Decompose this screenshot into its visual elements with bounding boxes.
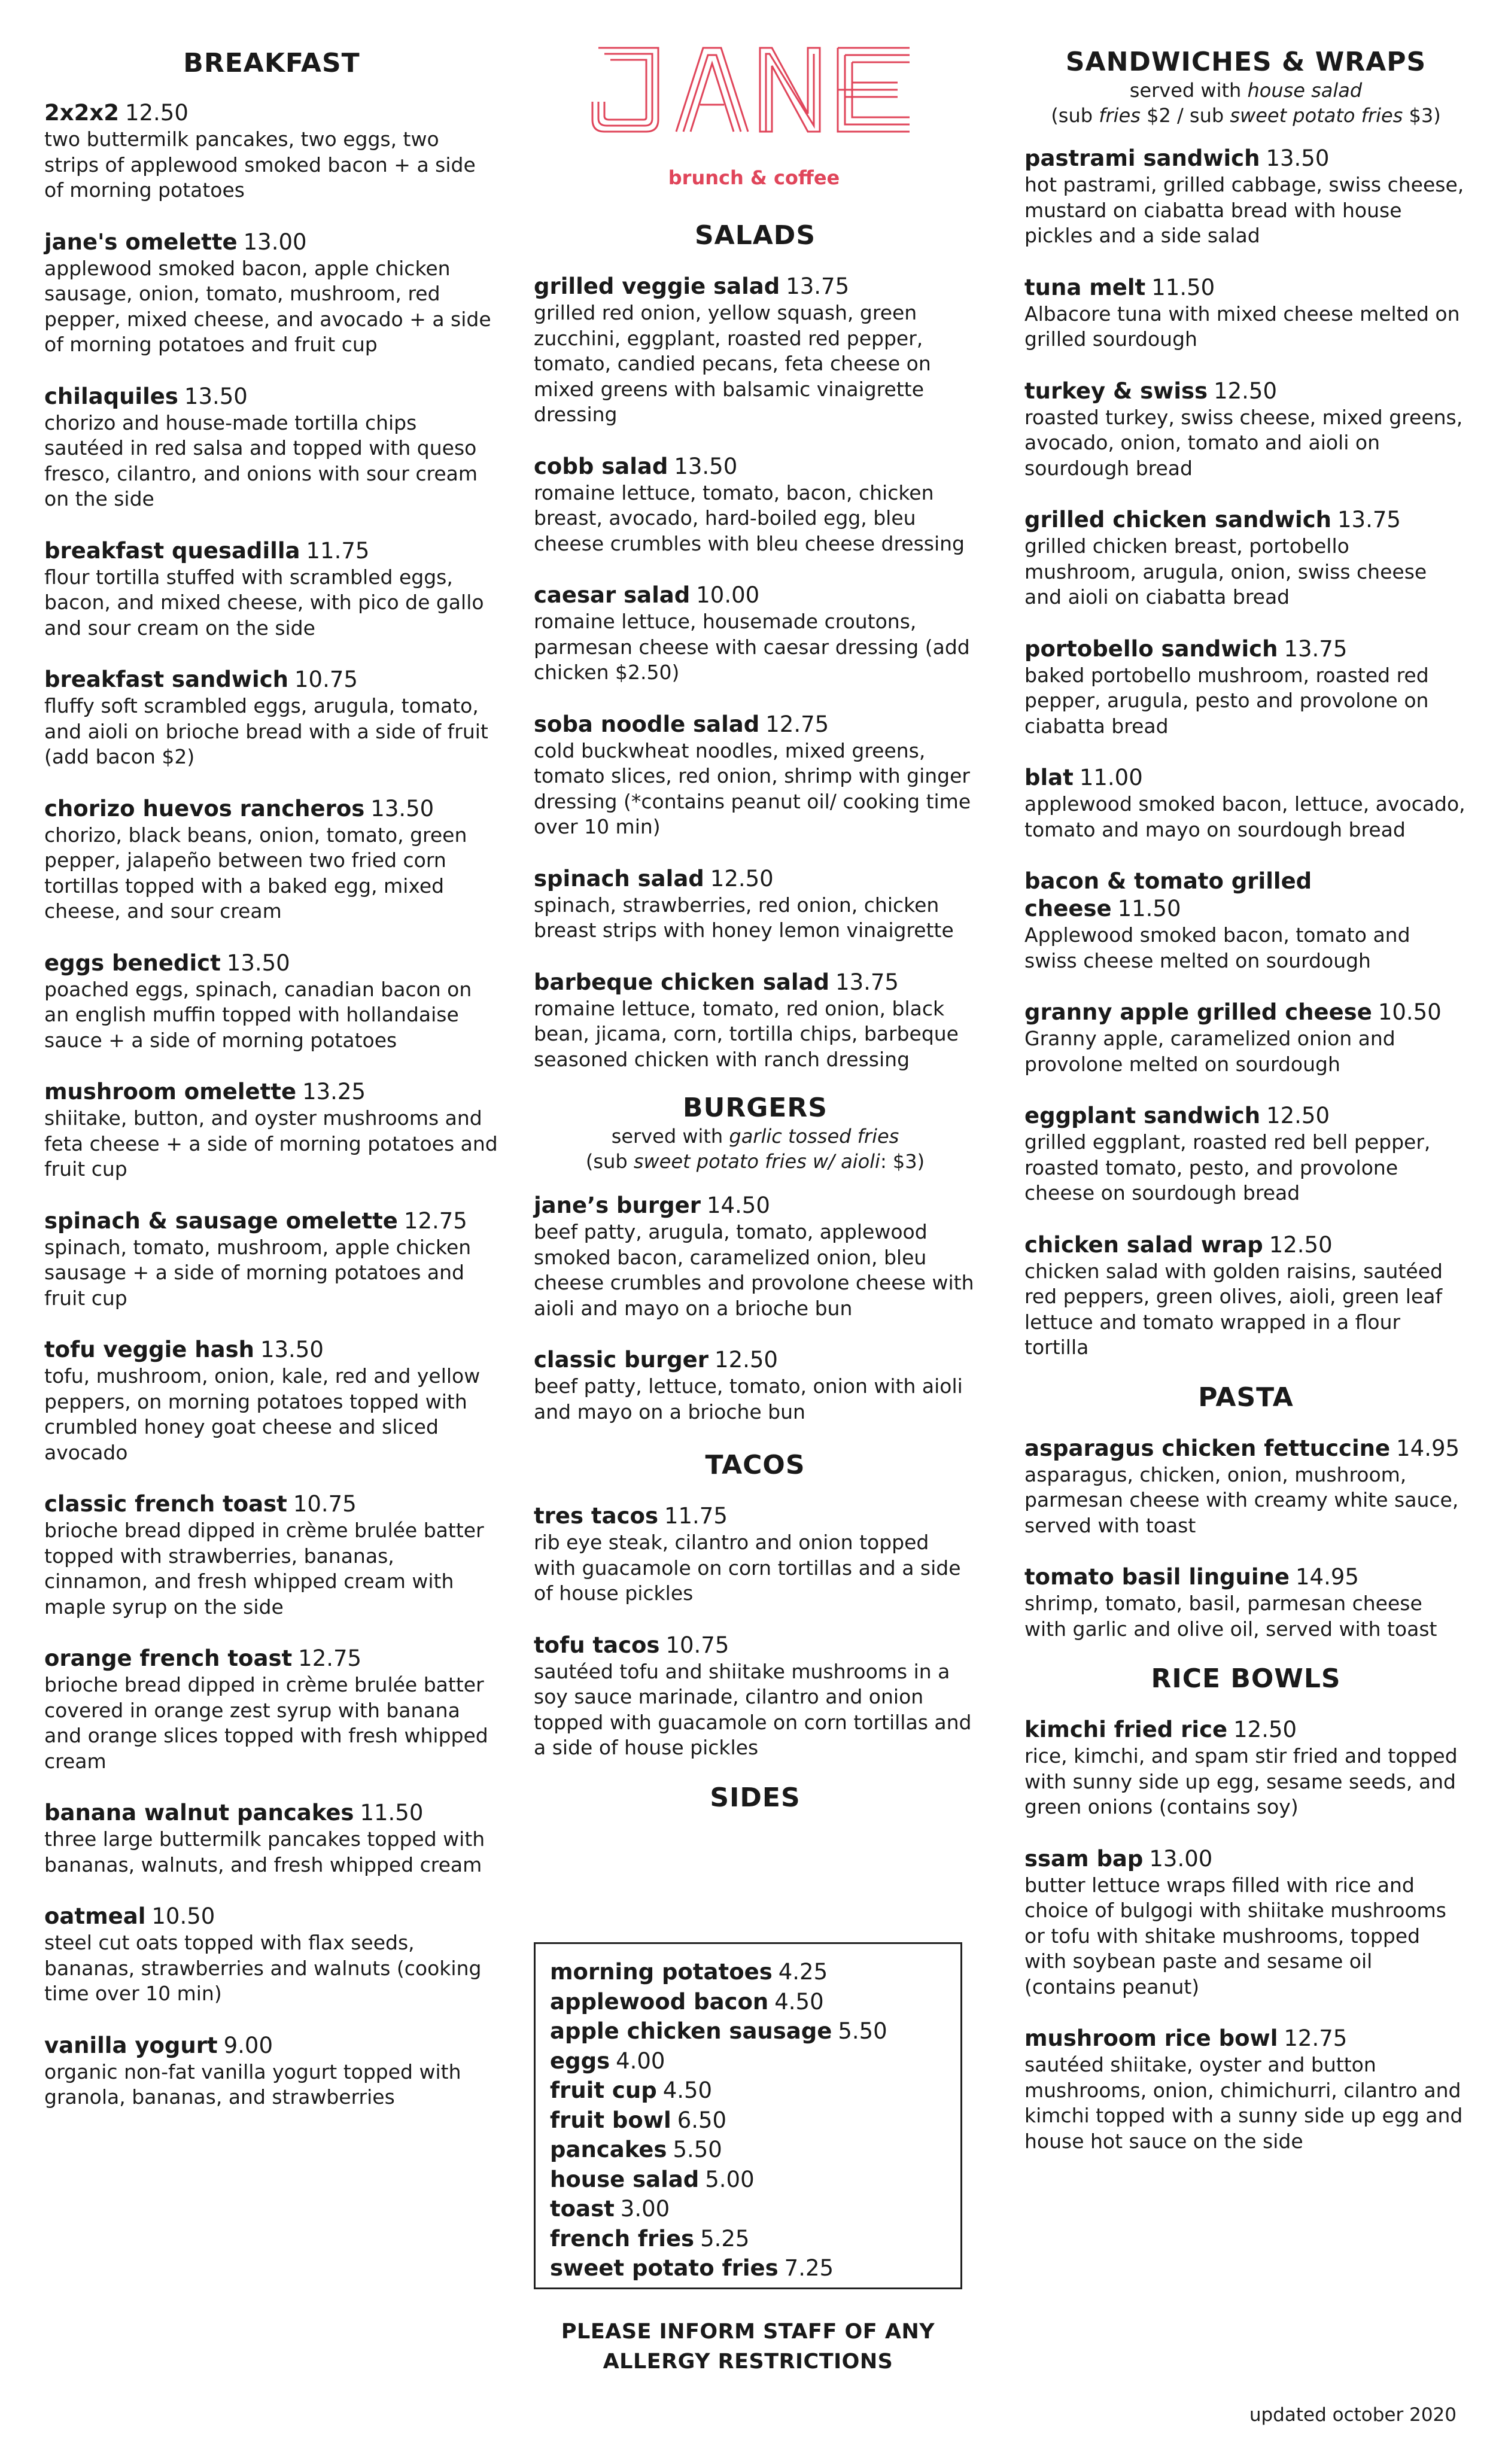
menu-item: [44, 1207, 499, 1312]
side-item: [550, 2016, 946, 2046]
menu-item-header: [44, 383, 499, 410]
menu-item-price: 12.50: [1233, 1717, 1297, 1742]
menu-item-price: 12.50: [124, 100, 188, 126]
menu-item-description: beef patty, lettuce, tomato, onion with aioli and mayo on a brioche bun: [534, 1374, 963, 1423]
pasta-list: [1024, 1435, 1467, 1642]
menu-item-header: [44, 1336, 499, 1364]
menu-item-description: Granny apple, caramelized onion and provolone melted on sourdough: [1024, 1027, 1395, 1076]
menu-item-description: grilled eggplant, roasted red bell pepper, roasted tomato, pesto, and provolone cheese on sourdough bread: [1024, 1130, 1431, 1204]
menu-item-description: sautéed tofu and shiitake mushrooms in a soy sauce marinade, cilantro and onion topped with guacamole on corn tortillas and a side of house pickles: [534, 1659, 972, 1759]
menu-item-name: cobb salad: [534, 453, 668, 479]
menu-item: [44, 383, 499, 512]
updated-note: updated october 2020: [1249, 2404, 1457, 2426]
menu-item-name: soba noodle salad: [534, 711, 760, 737]
menu-item-description: hot pastrami, grilled cabbage, swiss cheese, mustard on ciabatta bread with house pickles and a side salad: [1024, 173, 1464, 247]
menu-item-description: Applewood smoked bacon, tomato and swiss cheese melted on sourdough: [1024, 923, 1410, 972]
menu-item-price: 11.75: [664, 1503, 728, 1529]
menu-item: [44, 666, 499, 770]
menu-item-description: grilled chicken breast, portobello mushroom, arugula, onion, swiss cheese and aioli on ciabatta bread: [1024, 534, 1427, 609]
menu-item-name: tofu veggie hash: [44, 1337, 254, 1362]
menu-item-description: three large buttermilk pancakes topped with bananas, walnuts, and fresh whipped cream: [44, 1827, 485, 1876]
menu-item-description: romaine lettuce, housemade croutons, parmesan cheese with caesar dressing (add chicken $2.50): [534, 610, 970, 684]
menu-item-price: 11.50: [1151, 274, 1215, 300]
side-item-price: 5.25: [700, 2225, 750, 2252]
side-item-price: 4.50: [774, 1988, 824, 2015]
menu-item-price: 10.50: [151, 1903, 215, 1929]
side-item-price: 5.50: [673, 2137, 722, 2162]
menu-item: [1024, 378, 1467, 482]
burgers-list: [534, 1192, 977, 1425]
menu-item-name: bacon & tomato grilled cheese: [1024, 868, 1312, 921]
side-item: [550, 2253, 946, 2283]
menu-item-price: 13.50: [1266, 145, 1330, 171]
side-item: [550, 1987, 946, 2017]
menu-item-name: tofu tacos: [534, 1632, 660, 1658]
menu-item-name: portobello sandwich: [1024, 635, 1278, 662]
menu-item-header: [44, 1207, 499, 1235]
menu-item-header: [534, 1192, 977, 1219]
side-item-price: 4.50: [662, 2077, 713, 2103]
menu-item: [1024, 999, 1467, 1077]
side-item-name: pancakes: [550, 2137, 667, 2162]
side-item: [550, 2165, 946, 2195]
menu-item: [44, 2032, 499, 2110]
menu-item-price: 9.00: [223, 2032, 273, 2058]
menu-item-description: beef patty, arugula, tomato, applewood smoked bacon, caramelized onion, bleu cheese crumbles and provolone cheese with aioli and mayo on a brioche bun: [534, 1220, 974, 1320]
menu-item-name: breakfast sandwich: [44, 667, 289, 692]
menu-item-name: classic french toast: [44, 1491, 287, 1517]
menu-item-header: [1024, 2025, 1467, 2052]
menu-item-name: 2x2x2: [44, 100, 119, 126]
menu-item-description: applewood smoked bacon, lettuce, avocado, tomato and mayo on sourdough bread: [1024, 792, 1465, 841]
menu-item: [1024, 1102, 1467, 1206]
menu-item-header: [1024, 999, 1467, 1026]
menu-item-name: chicken salad wrap: [1024, 1231, 1263, 1258]
side-item-name: applewood bacon: [550, 1988, 769, 2015]
sandwiches-list: [1024, 145, 1467, 1361]
menu-item-price: 12.75: [1284, 2025, 1348, 2051]
side-item-price: 4.25: [778, 1959, 828, 1985]
menu-item-price: 13.50: [226, 950, 290, 976]
menu-item-header: [534, 1502, 977, 1530]
menu-item-name: breakfast quesadilla: [44, 537, 300, 564]
menu-item-description: romaine lettuce, tomato, bacon, chicken breast, avocado, hard-boiled egg, bleu cheese crumbles with bleu cheese dressing: [534, 480, 965, 555]
menu-item-name: jane’s burger: [534, 1193, 701, 1218]
menu-item: [534, 273, 977, 428]
menu-item-header: [1024, 1435, 1467, 1462]
menu-item-name: grilled chicken sandwich: [1024, 507, 1332, 533]
menu-item-price: 12.50: [714, 1347, 778, 1373]
menu-item: [44, 1903, 499, 2007]
menu-item-description: brioche bread dipped in crème brulée batter covered in orange zest syrup with banana and orange slices topped with fresh whipped cream: [44, 1673, 488, 1773]
menu-item-header: [44, 1645, 499, 1672]
side-item-name: toast: [550, 2196, 615, 2222]
menu-item-header: [1024, 1563, 1467, 1591]
menu-item-header: [44, 795, 499, 823]
side-item-name: apple chicken sausage: [550, 2018, 832, 2044]
side-item: [550, 2106, 946, 2136]
salads-title: SALADS: [694, 220, 816, 251]
menu-item-header: [534, 453, 977, 480]
menu-item-description: organic non-fat vanilla yogurt topped with granola, bananas, and strawberries: [44, 2060, 461, 2109]
menu-item: [1024, 1716, 1467, 1820]
menu-item-header: [534, 969, 977, 996]
menu-item-description: chorizo and house-made tortilla chips sautéed in red salsa and topped with queso fresco, cilantro, and onions with sour cream on the side: [44, 410, 478, 510]
menu-item: [534, 1346, 977, 1425]
menu-item-description: spinach, tomato, mushroom, apple chicken sausage + a side of morning potatoes and fruit cup: [44, 1235, 472, 1310]
side-item-price: 3.00: [620, 2196, 670, 2222]
side-item-price: 4.00: [616, 2048, 665, 2074]
menu-item: [1024, 635, 1467, 740]
sandwiches-subtitle: served with house salad: [1129, 79, 1363, 102]
menu-item-header: [44, 99, 499, 127]
tacos-title: TACOS: [705, 1450, 805, 1480]
menu-item-price: 12.50: [1269, 1231, 1333, 1258]
menu-item-price: 14.50: [706, 1193, 770, 1218]
menu-item-description: poached eggs, spinach, canadian bacon on an english muffin topped with hollandaise sauce + a side of morning potatoes: [44, 977, 472, 1052]
menu-item-description: two buttermilk pancakes, two eggs, two strips of applewood smoked bacon + a side of morning potatoes: [44, 127, 476, 202]
side-item-price: 5.50: [838, 2018, 887, 2044]
menu-item-header: [534, 1346, 977, 1374]
menu-item-price: 10.75: [293, 1491, 357, 1517]
breakfast-title: BREAKFAST: [183, 48, 360, 78]
menu-item-price: 12.50: [710, 865, 774, 892]
menu-item-price: 11.75: [306, 537, 370, 564]
menu-item: [1024, 1845, 1467, 2000]
menu-item-header: [44, 666, 499, 693]
menu-item-description: asparagus, chicken, onion, mushroom, parmesan cheese with creamy white sauce, served with toast: [1024, 1462, 1459, 1537]
menu-item-description: applewood smoked bacon, apple chicken sausage, onion, tomato, mushroom, red pepper, mixed cheese, and avocado + a side of morning potatoes and fruit cup: [44, 256, 491, 356]
menu-item-header: [44, 1078, 499, 1106]
menu-item-name: tuna melt: [1024, 274, 1146, 300]
breakfast-column: [44, 0, 499, 2136]
breakfast-list: [44, 99, 499, 2110]
menu-item: [44, 795, 499, 924]
menu-item-name: spinach salad: [534, 865, 704, 892]
menu-item-header: [1024, 145, 1467, 172]
tacos-list: [534, 1502, 977, 1761]
menu-item: [1024, 2025, 1467, 2154]
menu-item: [534, 1192, 977, 1321]
menu-item-header: [1024, 506, 1467, 534]
menu-item-header: [1024, 274, 1467, 302]
salads-list: [534, 273, 977, 1072]
menu-item-name: kimchi fried rice: [1024, 1717, 1228, 1742]
menu-item-name: pastrami sandwich: [1024, 145, 1260, 171]
menu-item-description: butter lettuce wraps filled with rice and choice of bulgogi with shiitake mushrooms or tofu with shitake mushrooms, topped with soybean paste and sesame oil (contains peanut): [1024, 1873, 1446, 1998]
menu-item-name: barbeque chicken salad: [534, 969, 830, 995]
menu-item-name: eggplant sandwich: [1024, 1103, 1261, 1128]
menu-item-price: 13.75: [1284, 635, 1348, 662]
right-column: [1024, 0, 1467, 2179]
menu-item-header: [44, 1490, 499, 1518]
menu-item-price: 12.75: [298, 1645, 362, 1671]
menu-item-header: [1024, 1716, 1467, 1744]
menu-item-name: orange french toast: [44, 1645, 293, 1671]
sides-box: [534, 1942, 962, 2289]
menu-item-header: [44, 1903, 499, 1930]
menu-item: [1024, 1435, 1467, 1539]
menu-item-description: rib eye steak, cilantro and onion topped with guacamole on corn tortillas and a side of house pickles: [534, 1531, 961, 1605]
menu-item: [1024, 506, 1467, 610]
menu-item-header: [44, 950, 499, 977]
menu-item-description: brioche bread dipped in crème brulée batter topped with strawberries, bananas, cinnamon, and fresh whipped cream with maple syrup on the side: [44, 1519, 484, 1619]
menu-item-description: cold buckwheat noodles, mixed greens, tomato slices, red onion, shrimp with ginger dressing (*contains peanut oil/ cooking time over 10 min): [534, 738, 971, 838]
menu-item-price: 13.00: [1149, 1845, 1213, 1872]
menu-item-price: 12.75: [403, 1207, 467, 1234]
sides-title: SIDES: [710, 1782, 801, 1813]
menu-item-header: [1024, 868, 1467, 923]
menu-item-price: 10.75: [294, 667, 358, 692]
side-item-price: 5.00: [705, 2166, 755, 2192]
menu-item-name: spinach & sausage omelette: [44, 1207, 398, 1234]
sandwiches-title: SANDWICHES & WRAPS: [1065, 47, 1427, 77]
menu-item-header: [1024, 378, 1467, 405]
menu-item: [44, 537, 499, 641]
menu-item-header: [534, 1632, 977, 1659]
menu-item-price: 13.75: [786, 273, 850, 299]
menu-item: [44, 1336, 499, 1465]
burgers-title: BURGERS: [683, 1093, 828, 1123]
menu-item-description: roasted turkey, swiss cheese, mixed greens, avocado, onion, tomato and aioli on sourdough bread: [1024, 405, 1463, 480]
middle-column: [534, 0, 977, 1814]
menu-item-name: ssam bap: [1024, 1845, 1144, 1872]
side-item: [550, 2194, 946, 2224]
menu-item-header: [1024, 1102, 1467, 1130]
menu-item-description: baked portobello mushroom, roasted red pepper, arugula, pesto and provolone on ciabatta bread: [1024, 663, 1429, 738]
menu-item: [534, 453, 977, 557]
side-item-name: fruit bowl: [550, 2107, 671, 2133]
menu-item-header: [1024, 635, 1467, 663]
menu-item: [44, 1078, 499, 1182]
side-item: [550, 2076, 946, 2106]
menu-item-name: oatmeal: [44, 1903, 146, 1929]
menu-item-description: fluffy soft scrambled eggs, arugula, tomato, and aioli on brioche bread with a side of fruit (add bacon $2): [44, 694, 488, 768]
menu-item-price: 13.50: [184, 383, 248, 409]
menu-item-price: 13.50: [260, 1337, 324, 1362]
menu-item-price: 12.75: [765, 711, 829, 737]
menu-item-description: chicken salad with golden raisins, sautéed red peppers, green olives, aioli, green leaf lettuce and tomato wrapped in a flour tortilla: [1024, 1259, 1443, 1359]
burgers-subtitle: served with garlic tossed fries: [611, 1125, 899, 1148]
menu-item-price: 12.50: [1214, 378, 1278, 404]
side-item-name: house salad: [550, 2166, 700, 2192]
menu-item-name: mushroom omelette: [44, 1079, 297, 1105]
menu-item-price: 11.00: [1079, 765, 1143, 790]
menu-item: [44, 229, 499, 358]
menu-item-description: Albacore tuna with mixed cheese melted on grilled sourdough: [1024, 302, 1460, 351]
menu-item-description: rice, kimchi, and spam stir fried and topped with sunny side up egg, sesame seeds, and green onions (contains soy): [1024, 1744, 1458, 1818]
menu-item: [534, 711, 977, 840]
menu-item-header: [1024, 1845, 1467, 1873]
menu-item-name: turkey & swiss: [1024, 378, 1208, 404]
side-item: [550, 2135, 946, 2165]
menu-item: [534, 1632, 977, 1761]
menu-item-description: tofu, mushroom, onion, kale, red and yellow peppers, on morning potatoes topped with crumbled honey goat cheese and sliced avocado: [44, 1364, 481, 1464]
menu-item-price: 10.50: [1378, 999, 1442, 1025]
menu-item-price: 14.95: [1396, 1435, 1460, 1461]
allergy-notice: PLEASE INFORM STAFF OF ANY ALLERGY RESTRICTIONS: [561, 2320, 935, 2374]
menu-item-header: [44, 2032, 499, 2060]
rice-bowls-list: [1024, 1716, 1467, 2154]
menu-item-price: 10.00: [696, 582, 760, 608]
side-item-name: eggs: [550, 2048, 610, 2074]
menu-item: [1024, 1563, 1467, 1642]
menu-item-name: grilled veggie salad: [534, 273, 780, 299]
menu-item-header: [534, 865, 977, 893]
menu-item-header: [534, 273, 977, 300]
menu-item-price: 11.50: [1117, 896, 1181, 921]
menu-item: [534, 582, 977, 686]
menu-item-description: spinach, strawberries, red onion, chicken breast strips with honey lemon vinaigrette: [534, 893, 954, 942]
menu-item: [44, 1799, 499, 1878]
side-item-price: 7.25: [784, 2255, 834, 2281]
menu-item-name: mushroom rice bowl: [1024, 2025, 1278, 2051]
menu-item: [1024, 868, 1467, 974]
menu-item-description: sautéed shiitake, oyster and button mushrooms, onion, chimichurri, cilantro and kimchi topped with a sunny side up egg and house hot sauce on the side: [1024, 2053, 1463, 2153]
menu-item-header: [534, 582, 977, 609]
pasta-title: PASTA: [1198, 1382, 1294, 1413]
menu-item-price: 13.50: [674, 453, 738, 479]
menu-item-description: shiitake, button, and oyster mushrooms and feta cheese + a side of morning potatoes and fruit cup: [44, 1106, 498, 1181]
menu-item: [1024, 764, 1467, 842]
menu-item-price: 10.75: [665, 1632, 729, 1658]
side-item: [550, 2224, 946, 2254]
menu-item: [1024, 1231, 1467, 1361]
menu-item-description: shrimp, tomato, basil, parmesan cheese with garlic and olive oil, served with toast: [1024, 1592, 1437, 1641]
logo-tagline: brunch & coffee: [668, 166, 840, 189]
menu-item-header: [1024, 1231, 1467, 1259]
menu-item-price: 13.75: [1337, 507, 1401, 533]
menu-item: [1024, 274, 1467, 352]
menu-item-price: 12.50: [1266, 1103, 1330, 1128]
menu-item-description: grilled red onion, yellow squash, green zucchini, eggplant, roasted red pepper, tomato, candied pecans, feta cheese on mixed greens with balsamic vinaigrette dressing: [534, 301, 931, 426]
menu-item: [44, 950, 499, 1054]
menu-item-name: granny apple grilled cheese: [1024, 999, 1372, 1025]
side-item-name: morning potatoes: [550, 1959, 773, 1985]
menu-item-description: chorizo, black beans, onion, tomato, green pepper, jalapeño between two fried corn tortillas topped with a baked egg, mixed cheese, and sour cream: [44, 823, 467, 923]
menu-item: [534, 865, 977, 944]
side-item-name: sweet potato fries: [550, 2255, 779, 2281]
side-item-name: fruit cup: [550, 2077, 657, 2103]
menu-item-description: steel cut oats topped with flax seeds, bananas, strawberries and walnuts (cooking time over 10 min): [44, 1931, 482, 2005]
menu-item-name: jane's omelette: [44, 229, 238, 255]
menu-item-header: [44, 1799, 499, 1827]
menu-item: [1024, 145, 1467, 249]
menu-item-header: [44, 537, 499, 565]
menu-item-name: chorizo huevos rancheros: [44, 795, 365, 822]
menu-item-name: classic burger: [534, 1347, 709, 1373]
menu-item-price: 13.75: [835, 969, 899, 995]
menu-item-name: blat: [1024, 765, 1074, 790]
menu-item-price: 13.50: [370, 795, 434, 822]
side-item-name: french fries: [550, 2225, 695, 2252]
menu-item-price: 11.50: [360, 1800, 424, 1826]
menu-item-price: 13.00: [243, 229, 307, 255]
rice-bowls-title: RICE BOWLS: [1151, 1663, 1341, 1694]
menu-item: [534, 969, 977, 1073]
menu-item-name: vanilla yogurt: [44, 2032, 218, 2058]
side-item-price: 6.50: [677, 2107, 727, 2133]
menu-item-description: romaine lettuce, tomato, red onion, black bean, jicama, corn, tortilla chips, barbeque seasoned chicken with ranch dressing: [534, 996, 959, 1071]
menu-item-header: [1024, 764, 1467, 792]
menu-item-name: tomato basil linguine: [1024, 1564, 1290, 1590]
side-item: [550, 2046, 946, 2076]
menu-item-price: 14.95: [1296, 1564, 1359, 1590]
side-item: [550, 1957, 946, 1987]
menu-item-name: banana walnut pancakes: [44, 1800, 354, 1826]
menu-item-name: eggs benedict: [44, 950, 221, 976]
menu-item: [44, 1645, 499, 1774]
menu-item-name: tres tacos: [534, 1503, 658, 1529]
menu-item-header: [534, 711, 977, 738]
menu-item-header: [44, 229, 499, 256]
menu-item: [44, 1490, 499, 1620]
burgers-substitution: (sub sweet potato fries w/ aioli: $3): [585, 1150, 925, 1173]
menu-item: [44, 99, 499, 203]
menu-item-price: 13.25: [302, 1079, 366, 1105]
menu-item-name: chilaquiles: [44, 383, 178, 409]
sandwiches-substitution: (sub fries $2 / sub sweet potato fries $3): [1051, 104, 1441, 127]
menu-item: [534, 1502, 977, 1607]
menu-item-description: flour tortilla stuffed with scrambled eggs, bacon, and mixed cheese, with pico de gallo and sour cream on the side: [44, 565, 484, 640]
menu-item-name: asparagus chicken fettuccine: [1024, 1435, 1391, 1461]
menu-item-name: caesar salad: [534, 582, 691, 608]
